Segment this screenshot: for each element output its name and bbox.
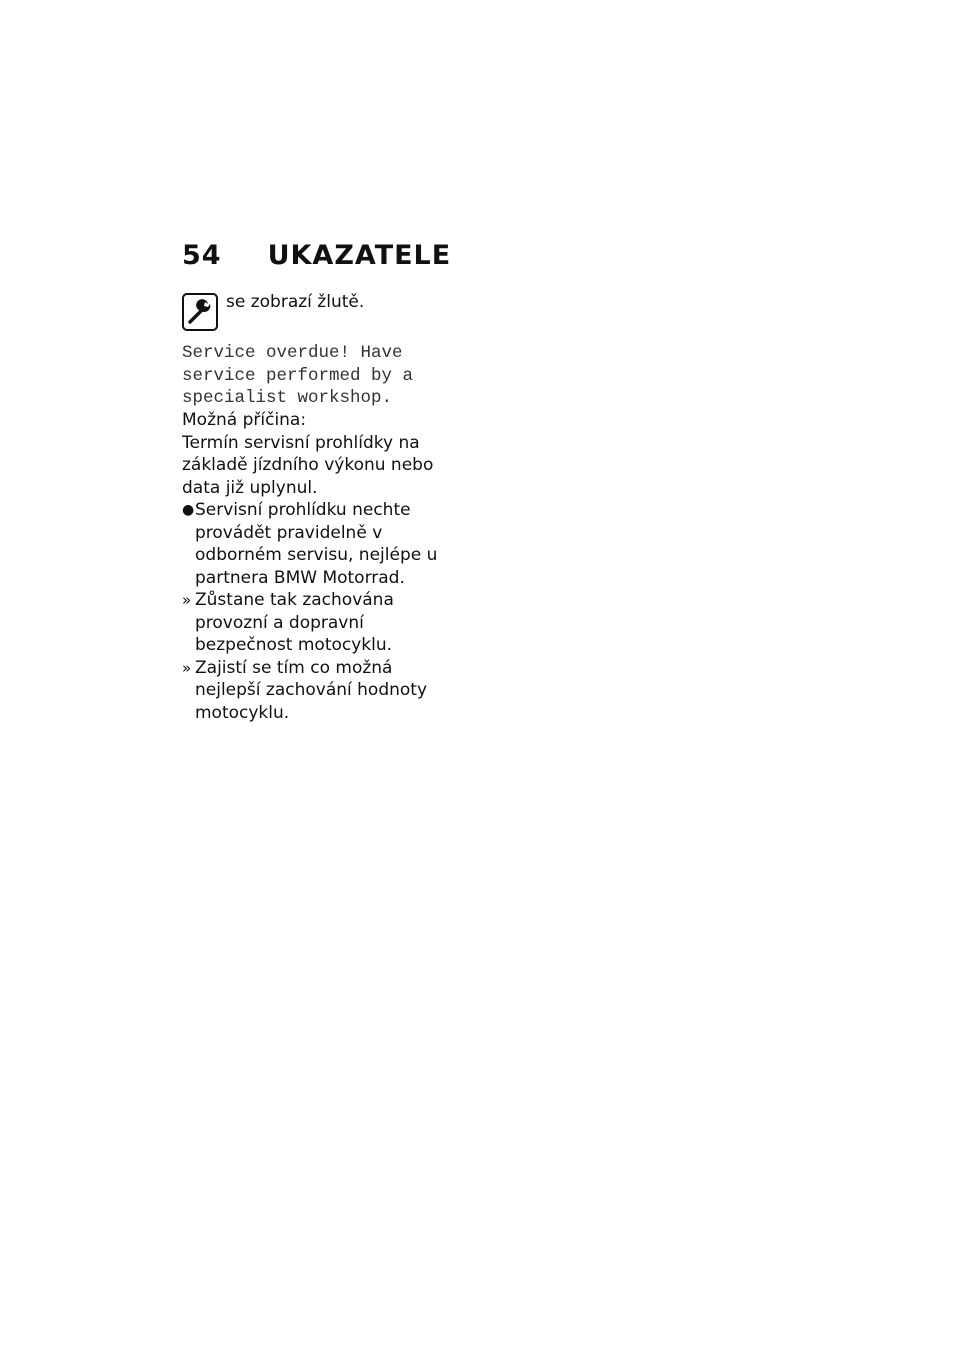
result-text: Zajistí se tím co možná nejlepší zachování hodnoty motocyklu.: [195, 657, 428, 723]
result-marker: »: [182, 591, 192, 609]
page-header: [182, 240, 451, 280]
body-text: [182, 409, 454, 724]
action-text: Servisní prohlídku nechte provádět pravidelně v odborném servisu, nejlépe u partnera BMW Motorrad.: [195, 500, 438, 588]
wrench-icon: [182, 293, 218, 331]
result-item: [182, 589, 454, 657]
icon-caption: se zobrazí žlutě.: [226, 292, 365, 312]
page-number: 54: [182, 240, 222, 271]
bullet-marker: ●: [182, 502, 195, 518]
action-item: [182, 499, 454, 589]
display-message: Service overdue! Have service performed by a specialist workshop.: [182, 343, 414, 408]
cause-label: Možná příčina:: [182, 410, 307, 430]
result-marker: »: [182, 658, 192, 677]
section-title: UKAZATELE: [267, 240, 452, 271]
result-item: [182, 657, 454, 725]
warning-icon-row: [182, 293, 364, 331]
result-text: Zůstane tak zachována provozní a dopravní bezpečnost motocyklu.: [195, 590, 394, 655]
cause-text: Termín servisní prohlídky na základě jízdního výkonu nebo data již uplynul.: [182, 432, 434, 498]
